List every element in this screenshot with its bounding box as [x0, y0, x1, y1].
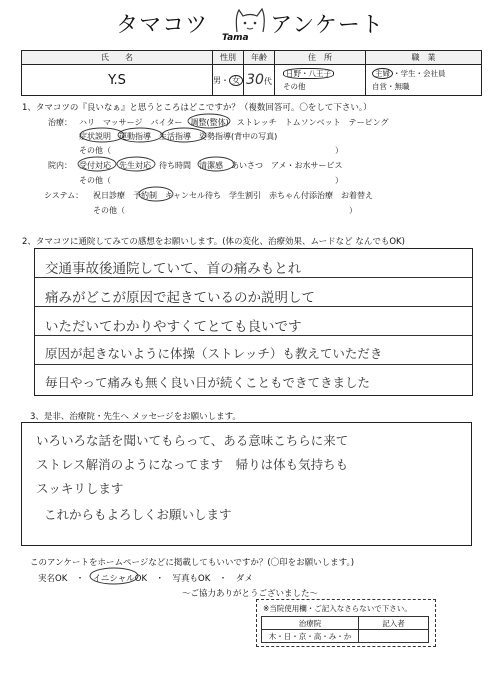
treatment-other: その他（ ）: [79, 146, 343, 155]
staff-use-box: [256, 599, 436, 647]
circle-exercise-guidance: [118, 128, 162, 142]
consent-selection-circle: [0, 560, 500, 590]
title-left: タマコツ: [116, 13, 209, 38]
q2-question: 2、タマコツに通院してみての感想をお願いします。(体の変化、治療効果、ムードなど なんでもOK): [22, 237, 405, 247]
age-unit: 代: [263, 77, 272, 86]
staff-writer-blank: [359, 630, 429, 643]
header-address: 住 所: [275, 51, 366, 65]
circle-reservation: [139, 187, 173, 201]
staff-col-writer: 記入者: [359, 617, 429, 630]
q3-answer-line: スッキリします: [36, 481, 124, 496]
treatment-row2: 症状説明 運動指導 生活指導 姿勢指導(背中の写真): [79, 132, 278, 141]
job-line1-rest: ・学生・会社員: [393, 69, 446, 78]
q2-answer-box: [34, 248, 473, 396]
header-name: 氏 名: [22, 51, 213, 65]
title-right: アンケート: [270, 13, 384, 38]
clinic-label: 院内：: [48, 161, 72, 170]
staff-note: ※当院使用欄・ご記入なさらないで下さい。: [263, 604, 412, 613]
q3-question: 3、是非、治療院・先生へ メッセージをお願いします。: [30, 412, 241, 422]
circle-clean: [198, 157, 234, 171]
age-value: 30: [246, 72, 264, 88]
thanks-message: ～ご協力ありがとうございました～: [181, 589, 318, 599]
q3-answer-box: [21, 422, 472, 546]
gender-male: 男: [213, 75, 221, 85]
address-line1: 日野・八王子: [283, 67, 365, 80]
system-other: その他（ ）: [93, 206, 357, 215]
treatment-row1: ハリ マッサージ バイター 調整(整体) ストレッチ トムソンベット テーピング: [79, 118, 389, 127]
clinic-row: 受付対応 先生対応 待ち時間 清潔感 あいさつ アメ・お水サービス: [79, 161, 343, 170]
header-gender: 性別: [213, 51, 244, 65]
consent-options: 実名OK ・ イニシャルOK ・ 写真もOK ・ ダメ: [38, 574, 253, 584]
consent-question: このアンケートをホームページなどに掲載してもいいですか？(〇印をお願いします。): [30, 558, 355, 568]
circle-reception: [78, 157, 116, 171]
q3-answer-line: ストレス解消のようになってます 帰りは体も気持ちも: [36, 457, 349, 472]
header-age: 年齢: [244, 51, 275, 65]
job-line2: 自営・無職: [372, 82, 410, 91]
q2-answer-line: いただいてわかりやすくてとても良いです: [45, 319, 302, 335]
staff-table: [261, 616, 429, 643]
q1-selection-circles: [0, 0, 500, 240]
clinic-other: その他（ ）: [79, 176, 343, 185]
circle-seitai: [188, 114, 230, 128]
header-job: 職 業: [366, 51, 482, 65]
name-value: Y.S: [108, 72, 126, 88]
q2-answer-line: 交通事故後通院していて、首の痛みもとれ: [45, 261, 302, 277]
circle-symptom-explain: [80, 128, 124, 142]
job-housewife-circled: 主婦: [372, 68, 393, 79]
gender-sep: ・: [221, 75, 229, 85]
q3-answer-line: いろいろな話を聞いてもらって、ある意味こちらに来て: [36, 433, 349, 448]
system-label: システム：: [44, 191, 84, 200]
treatment-label: 治療：: [48, 118, 72, 127]
gender-female-circled: 女: [229, 75, 243, 86]
staff-days: 木・日・京・高・み・か: [262, 630, 359, 643]
q1-question: 1、タマコツの『良いなぁ』と思うところはどこですか？（複数回答可。〇をして下さい。）: [22, 103, 372, 113]
system-row: 祝日診療 予約制 キャンセル待ち 学生割引 赤ちゃん付添治療 お着替え: [93, 191, 373, 200]
address-line2: その他: [283, 82, 306, 91]
q2-answer-line: 痛みがどこが原因で起きているのか説明して: [45, 290, 315, 306]
logo-text: Tama: [222, 33, 249, 43]
q3-answer-line: これからもよろしくお願いします: [44, 507, 232, 522]
staff-col-clinic: 治療院: [262, 617, 359, 630]
circle-life-guidance: [162, 128, 206, 142]
circle-teacher: [117, 157, 155, 171]
q2-answer-line: 原因が起きないように体操（ストレッチ）も教えていただき: [45, 346, 383, 361]
q2-answer-line: 毎日やって痛みも無く良い日が続くこともできてきました: [45, 375, 371, 390]
